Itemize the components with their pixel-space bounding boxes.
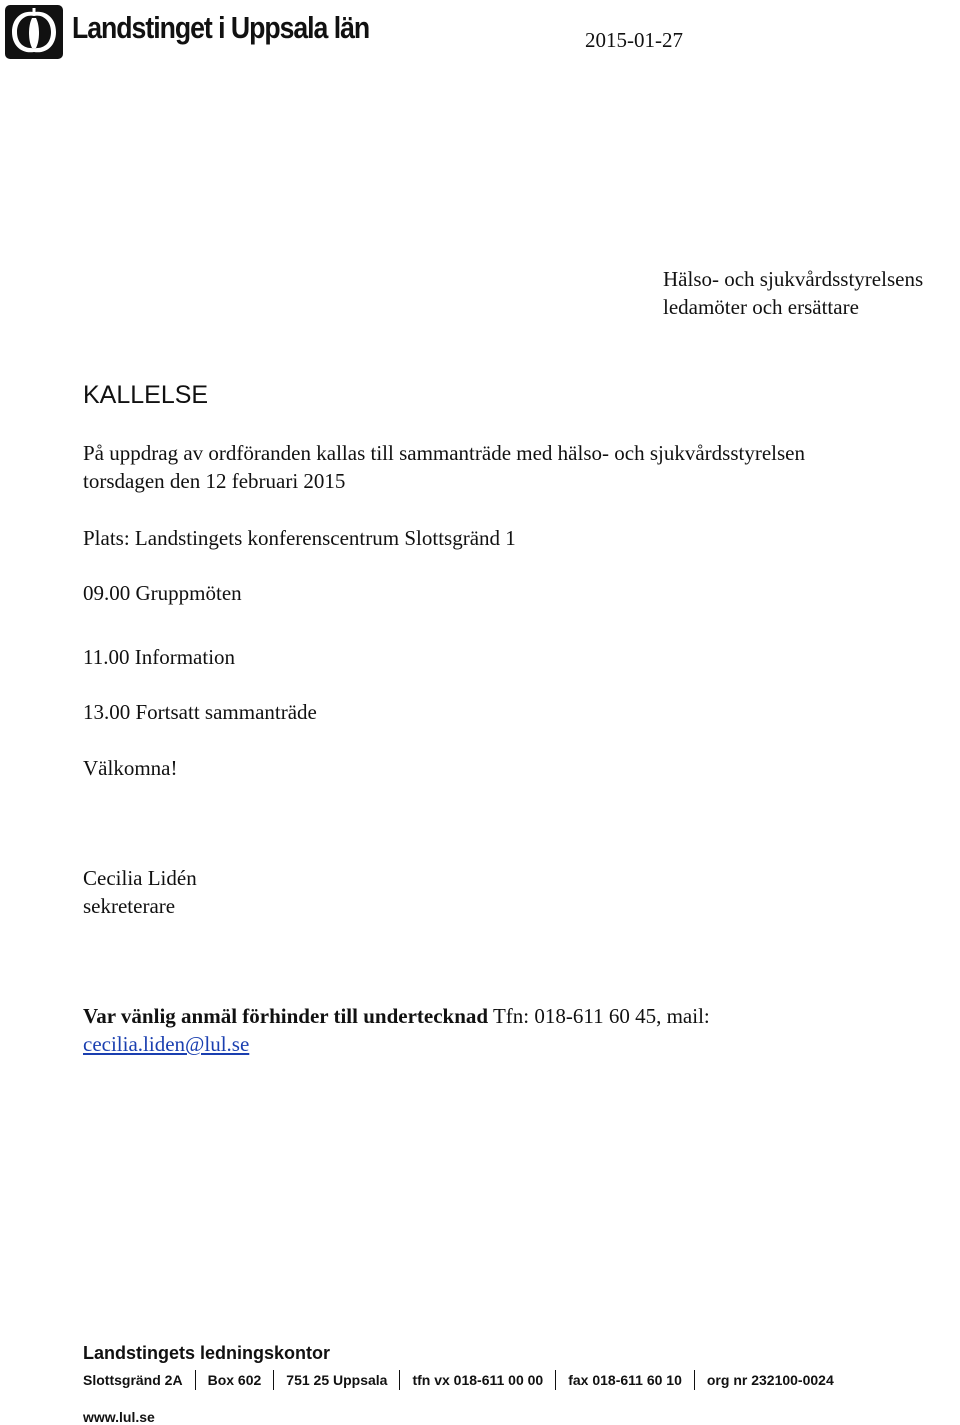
- document-heading: KALLELSE: [83, 381, 209, 409]
- notice-contact-text: Tfn: 018-611 60 45, mail:: [488, 1004, 710, 1028]
- apple-emblem-icon: [4, 4, 64, 60]
- organization-logo: [4, 4, 384, 60]
- schedule-item: 11.00 Information: [83, 645, 236, 669]
- footer-org-number: org nr 232100-0024: [706, 1372, 834, 1388]
- footer-postal: 751 25 Uppsala: [286, 1372, 388, 1388]
- footer-fax: fax 018-611 60 10: [568, 1372, 682, 1388]
- absence-notice: [83, 1002, 710, 1058]
- schedule-item: 13.00 Fortsatt sammanträde: [83, 700, 317, 724]
- footer-divider: [694, 1370, 695, 1390]
- signature-block: [83, 864, 197, 920]
- notice-bold-text: Var vänlig anmäl förhinder till undertecknad: [83, 1004, 489, 1028]
- footer-title: Landstingets ledningskontor: [83, 1343, 331, 1363]
- signer-title: sekreterare: [83, 894, 176, 918]
- footer-phone: tfn vx 018-611 00 00: [412, 1372, 544, 1388]
- document-date: 2015-01-27: [585, 28, 683, 52]
- schedule-item: 09.00 Gruppmöten: [83, 581, 242, 605]
- meeting-place: Plats: Landstingets konferenscentrum Slottsgränd 1: [83, 526, 516, 550]
- footer-divider: [273, 1370, 274, 1390]
- footer-box: Box 602: [207, 1372, 262, 1388]
- signer-name: Cecilia Lidén: [83, 866, 197, 890]
- meeting-date: torsdagen den 12 februari 2015: [83, 469, 346, 493]
- footer-divider: [555, 1370, 556, 1390]
- footer-address: Slottsgränd 2A: [83, 1372, 183, 1388]
- recipient-block: [663, 265, 923, 321]
- recipient-line: Hälso- och sjukvårdsstyrelsens: [663, 267, 924, 291]
- intro-paragraph: [83, 439, 805, 495]
- email-link[interactable]: cecilia.liden@lul.se: [83, 1032, 250, 1056]
- intro-line: På uppdrag av ordföranden kallas till sammanträde med hälso- och sjukvårdsstyrelsen: [83, 441, 805, 465]
- footer-divider: [399, 1370, 400, 1390]
- welcome-text: Välkomna!: [83, 756, 178, 780]
- recipient-line: ledamöter och ersättare: [663, 295, 859, 319]
- footer-website[interactable]: www.lul.se: [83, 1409, 155, 1425]
- footer-divider: [195, 1370, 196, 1390]
- footer-contact-row: [83, 1370, 834, 1390]
- organization-name: Landstinget i Uppsala län: [72, 10, 370, 45]
